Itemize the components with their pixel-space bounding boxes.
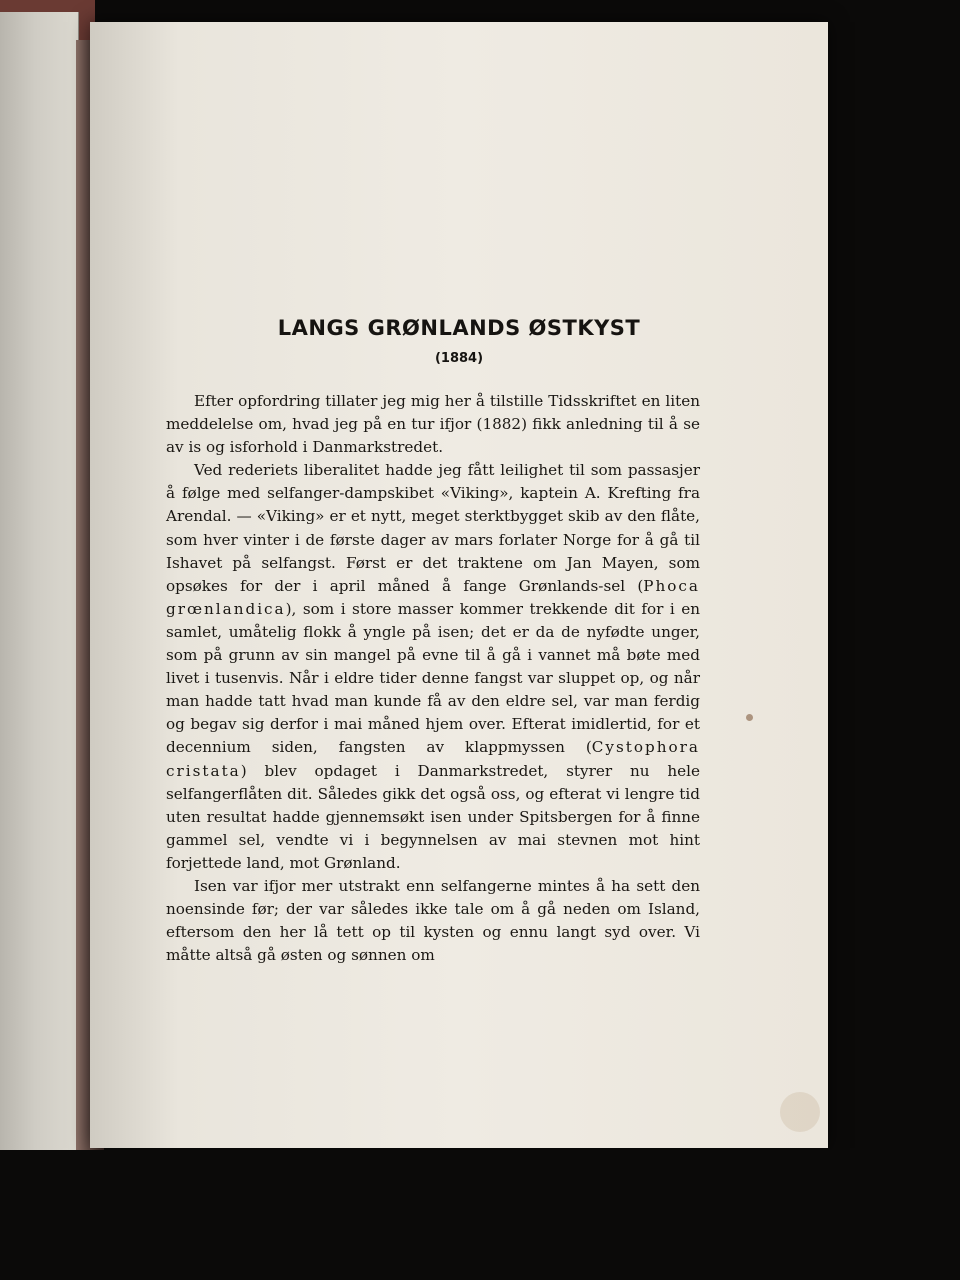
text-run: Ved rederiets liberalitet hadde jeg fått leilighet til som passasjer å følge med selfanger-dampskibet «Viking», kaptein A. Krefting fra Arendal. — «Viking» er et nytt, meget sterktbygget skib av den flåte, som hver vinter i de første dager av mars forlater Norge for å gå til Ishavet på selfangst. Først er det traktene om Jan Mayen, som opsøkes for der i april måned å fange Grønlands-sel ( <box>166 461 700 595</box>
right-page <box>90 22 828 1148</box>
species-name: Phoca grœnlandica <box>166 576 700 618</box>
body-text <box>166 390 700 967</box>
paragraph <box>166 459 700 875</box>
page-stain <box>746 714 753 721</box>
text-run: Isen var ifjor mer utstrakt enn selfangerne mintes å ha sett den noensinde før; der var således ikke tale om å gå neden om Island, eftersom den her lå tett op til kysten og ennu langt syd over. Vi måtte altså gå østen og sønnen om <box>166 876 700 965</box>
chapter-year: (1884) <box>434 351 484 366</box>
left-page <box>0 12 79 1162</box>
text-run: ) blev opdaget i Danmarkstredet, styrer nu hele selfangerflåten dit. Således gikk det også oss, og efterat vi lengre tid uten resultat hadde gjennemsøkt isen under Spitsbergen for å finne gammel sel, vendte vi i begynnelsen av mai stevnen mot hint forjettede land, mot Grønland. <box>166 761 700 872</box>
chapter-title: LANGS GRØNLANDS ØSTKYST <box>277 316 641 340</box>
species-name: Cystophora cristata <box>166 738 700 780</box>
paragraph <box>166 875 700 967</box>
dark-background <box>0 1150 960 1280</box>
text-run: Efter opfordring tillater jeg mig her å tilstille Tidsskriftet en liten meddelelse om, hvad jeg på en tur ifjor (1882) fikk anledning til å se av is og isforhold i Danmarkstredet. <box>166 392 700 457</box>
page-stain <box>780 1092 820 1132</box>
paragraph <box>166 390 700 459</box>
text-run: ), som i store masser kommer trekkende dit for i en samlet, umåtelig flokk å yngle på isen; det er da de nyfødte unger, som på grunn av sin mangel på evne til å gå i vannet må bøte med livet i tusenvis. Når i eldre tider denne fangst var sluppet op, og når man hadde tatt hvad man kunde få av den eldre sel, var man ferdig og begav sig derfor i mai måned hjem over. Efterat imidlertid, for et decennium siden, fangsten av klappmyssen ( <box>166 599 700 757</box>
